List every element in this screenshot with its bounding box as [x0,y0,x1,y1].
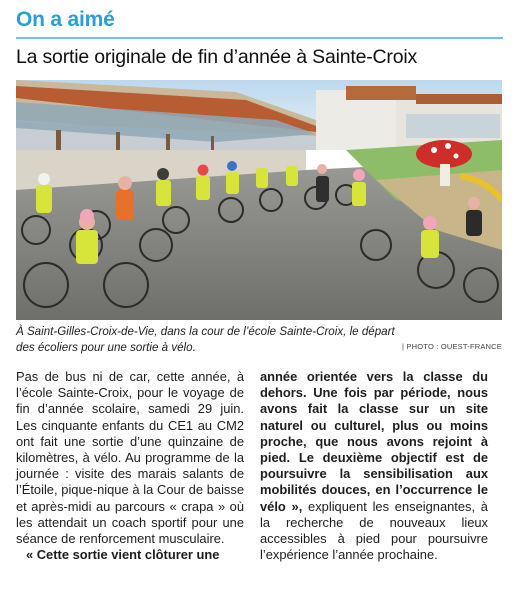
article-photo [16,80,502,320]
article-column-right [260,369,488,563]
quote-text: année orientée vers la classe du dehors. Une fois par période, nous avons fait la classe sur un site naturel ou culturel, plus ou moins proche, que nous avons rejoint à pied. Le deuxième objectif est de poursuivre la sensibilisation aux mobilités douces, en l’occurrence le vélo », [260,369,488,514]
caption-line-2: des écoliers pour une sortie à vélo. [16,341,196,354]
article-quote-start: « Cette sortie vient clôturer une [26,547,220,563]
caption-line-1: À Saint-Gilles-Croix-de-Vie, dans la cour de l’école Sainte-Croix, le départ [16,325,395,338]
section-divider [16,37,503,39]
article-headline: La sortie originale de fin d’année à Sainte-Croix [16,46,418,68]
quote-attribution: expliquent les enseignantes, à la recherche de nouveaux lieux accessibles à pied pour poursuivre l’expérience l’année prochaine. [260,498,488,563]
article-paragraph: Pas de bus ni de car, cette année, à l’école Sainte-Croix, pour le voyage de fin d’année scolaire, samedi 29 juin. Les cinquante enfants du CE1 au CM2 ont fait une sortie d’une quinzaine de kilomètres, à vélo. Au programme de la journée : visite des marais salants de l’Étoile, pique-nique à la Cour de baisse et après-midi au parcours « crapa » où les attendait un coach sportif pour une séance de renforcement musculaire. [16,369,244,547]
photo-credit: | PHOTO : OUEST-FRANCE [402,342,502,351]
photo-caption [16,324,502,356]
section-rubric: On a aimé [16,8,115,31]
article-quote-continuation [260,369,488,563]
article-column-left [16,369,244,563]
